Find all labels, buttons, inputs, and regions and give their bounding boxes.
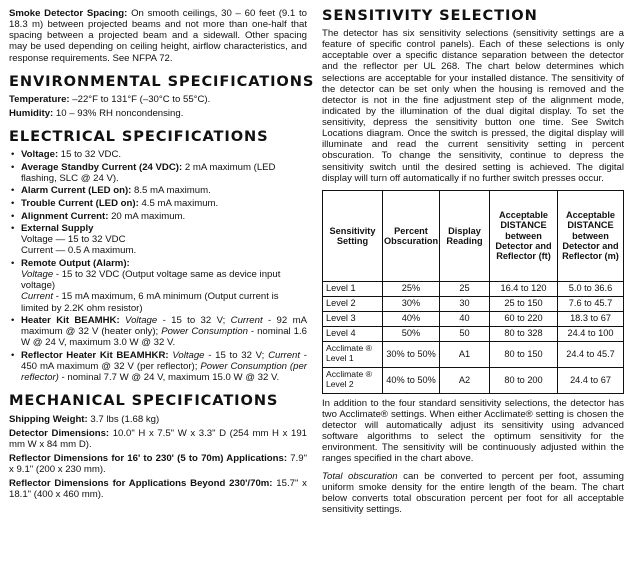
dimensions-label: Detector Dimensions:: [9, 427, 110, 439]
reflector-heater-item: [9, 350, 307, 383]
alignment-label: Alignment Current:: [21, 210, 109, 222]
table-cell: 30%: [383, 296, 440, 311]
heater-power-value: - nominal 1.6 W @ 24 V, maximum 3.0 W @ 32 V.: [21, 326, 308, 349]
table-header-row: [323, 190, 624, 281]
dimensions-line: [9, 428, 307, 450]
external-current: Current — 0.5 A maximum.: [21, 245, 137, 257]
remote-voltage-value: - 15 to 32 VDC (Output voltage same as device input voltage): [21, 269, 281, 292]
temperature-value: –22°F to 131°F (–30°C to 55°C).: [69, 93, 211, 105]
table-cell: 80 to 200: [490, 367, 558, 393]
alarm-label: Alarm Current (LED on):: [21, 185, 132, 197]
heater-voltage-label: Voltage: [125, 315, 158, 327]
table-cell: 24.4 to 100: [558, 326, 624, 341]
remote-current-value: - 15 mA maximum, 6 mA minimum (Output current is limited by 2.2K ohm resistor): [21, 291, 279, 314]
header-distance-ft: Acceptable DISTANCE between Detector and Reflector (ft): [490, 190, 558, 281]
table-cell: 60 to 220: [490, 311, 558, 326]
humidity-label: Humidity:: [9, 107, 54, 119]
total-obscuration-text: can be converted to percent per foot, assuming uniform smoke density for the entire length of the beam. The chart below converts total obscuration percent per foot for all acceptable sensitivity settings.: [322, 470, 624, 515]
reflector-230-line: [9, 478, 307, 500]
mechanical-heading: MECHANICAL SPECIFICATIONS: [9, 392, 279, 410]
table-cell: 7.6 to 45.7: [558, 296, 624, 311]
remote-current: [21, 291, 307, 313]
rh-current-value: - 450 mA maximum @ 32 V (per reflector);: [21, 350, 307, 373]
shipping-label: Shipping Weight:: [9, 413, 88, 425]
header-distance-m: Acceptable DISTANCE between Detector and Reflector (m): [558, 190, 624, 281]
electrical-heading: ELECTRICAL SPECIFICATIONS: [9, 127, 269, 145]
table-cell: Level 4: [323, 326, 383, 341]
smoke-spacing-paragraph: [9, 8, 307, 64]
acclimate-paragraph: In addition to the four standard sensitivity selections, the detector has two Acclimate® settings. When either Acclimate® setting is chosen the detector will automatically adjust its sensitivity using advanced software algorithms to select the optimum sensitivity for the environment. The sensitivity will be continuously adjusted within the ranges specified in the chart above.: [322, 397, 624, 465]
trouble-value: 4.5 mA maximum.: [138, 197, 219, 209]
table-cell: Level 1: [323, 281, 383, 296]
voltage-value: 15 to 32 VDC.: [58, 148, 122, 160]
heater-current-label: Current: [230, 315, 263, 327]
alarm-value: 8.5 mA maximum.: [131, 185, 211, 197]
reflector-16-label: Reflector Dimensions for 16' to 230' (5 to 70m) Applications:: [9, 452, 288, 464]
external-supply-label: External Supply: [21, 223, 94, 235]
table-cell: 16.4 to 120: [490, 281, 558, 296]
alignment-item: [9, 211, 307, 222]
table-cell: 24.4 to 45.7: [558, 341, 624, 367]
table-row: [323, 341, 624, 367]
table-cell: 30: [440, 296, 490, 311]
electrical-list: [9, 149, 307, 384]
table-cell: 40: [440, 311, 490, 326]
header-display-reading: Display Reading: [440, 190, 490, 281]
rh-power-label: Power Consumption (per reflector): [21, 361, 307, 384]
table-cell: 30% to 50%: [383, 341, 440, 367]
table-cell: 24.4 to 67: [558, 367, 624, 393]
table-cell: 40% to 50%: [383, 367, 440, 393]
temperature-line: [9, 94, 307, 105]
table-cell: 18.3 to 67: [558, 311, 624, 326]
remote-output-item: [9, 258, 307, 314]
standby-item: [9, 162, 307, 184]
remote-voltage: [21, 269, 307, 291]
right-column: [322, 8, 624, 515]
remote-current-label: Current: [21, 291, 53, 303]
smoke-spacing-label: Smoke Detector Spacing:: [9, 8, 128, 19]
temperature-label: Temperature:: [9, 93, 70, 105]
table-cell: Acclimate ® Level 2: [323, 367, 383, 393]
standby-label: Average Standby Current (24 VDC):: [21, 161, 183, 173]
table-row: [323, 311, 624, 326]
rh-voltage-value: - 15 to 32 V;: [204, 350, 269, 362]
heater-kit-label: Heater Kit BEAMHK:: [21, 315, 120, 327]
trouble-item: [9, 198, 307, 209]
table-row: [323, 281, 624, 296]
trouble-label: Trouble Current (LED on):: [21, 197, 139, 209]
voltage-label: Voltage:: [21, 148, 59, 160]
table-row: [323, 326, 624, 341]
table-cell: A2: [440, 367, 490, 393]
external-voltage: Voltage — 15 to 32 VDC: [21, 234, 126, 246]
shipping-line: [9, 414, 307, 425]
reflector-heater-label: Reflector Heater Kit BEAMHKR:: [21, 350, 169, 362]
dimensions-value: 10.0" H x 7.5" W x 3.3" D (254 mm H x 191 mm W x 84 mm D).: [9, 427, 308, 450]
heater-voltage-value: - 15 to 32 V;: [157, 315, 231, 327]
table-cell: 25: [440, 281, 490, 296]
table-row: [323, 296, 624, 311]
table-cell: 80 to 150: [490, 341, 558, 367]
alignment-value: 20 mA maximum.: [108, 210, 186, 222]
header-percent-obscuration: Percent Obscuration: [383, 190, 440, 281]
table-cell: 5.0 to 36.6: [558, 281, 624, 296]
remote-voltage-label: Voltage: [21, 269, 54, 281]
voltage-item: [9, 149, 307, 160]
table-cell: 25%: [383, 281, 440, 296]
reflector-16-value: 7.9" x 9.1" (200 x 230 mm).: [9, 452, 307, 476]
table-cell: 80 to 328: [490, 326, 558, 341]
rh-current-label: Current: [268, 350, 301, 362]
humidity-line: [9, 108, 307, 119]
rh-power-value: - nominal 7.7 W @ 24 V, maximum 15.0 W @ 32 V.: [58, 372, 280, 384]
sensitivity-table: [322, 190, 624, 394]
heater-current-value: - 92 mA maximum @ 32 V (heater only);: [21, 315, 307, 338]
sensitivity-intro: The detector has six sensitivity selections (sensitivity settings are a feature of specific control panels). Each of these selections is only acceptable over a specific distance separation between the detector and the reflector per UL 268. The chart below determines which selections are acceptable for your installed distance. The sensitivity of the detector can be set only when the housing is removed and the detector is not in the fine adjustment step of the alignment mode, indicated by the illumination of the dual digital display. To set the sensitivity, depress the sensitivity button one time. See Switch Locations diagram. Once the switch is pressed, the digital display will illuminate and read the current sensitivity setting in percent obscuration. To change the sensitivity, continue to depress the sensitivity switch until the desired setting is achieved. The digital display will turn off automatically if no further switch presses occur.: [322, 28, 624, 184]
header-sensitivity-setting: Sensitivity Setting: [323, 190, 383, 281]
shipping-value: 3.7 lbs (1.68 kg): [87, 413, 160, 425]
total-obscuration-label: Total obscuration: [322, 470, 398, 482]
humidity-value: 10 – 93% RH noncondensing.: [53, 107, 184, 119]
table-cell: 50: [440, 326, 490, 341]
table-cell: Level 2: [323, 296, 383, 311]
table-cell: 25 to 150: [490, 296, 558, 311]
heater-power-label: Power Consumption: [161, 326, 248, 338]
standby-value: 2 mA maximum (LED flashing, SLC @ 24 V).: [21, 161, 276, 184]
heater-kit-item: [9, 315, 307, 348]
table-cell: Acclimate ® Level 1: [323, 341, 383, 367]
remote-output-label: Remote Output (Alarm):: [21, 258, 130, 270]
table-cell: A1: [440, 341, 490, 367]
table-cell: 50%: [383, 326, 440, 341]
table-cell: 40%: [383, 311, 440, 326]
left-column: [9, 8, 315, 501]
sensitivity-heading: SENSITIVITY SELECTION: [322, 7, 538, 24]
smoke-spacing-text: On smooth ceilings, 30 – 60 feet (9.1 to 18.3 m) between projected beams and not more than one-half that spacing between a projected beam and a sidewall. Other spacing may be used depending on ceiling height, airflow characteristics, and response requirements. See NFPA 72.: [9, 8, 307, 64]
total-obscuration-paragraph: [322, 471, 624, 516]
rh-voltage-label: Voltage: [172, 350, 205, 362]
table-cell: Level 3: [323, 311, 383, 326]
table-row: [323, 367, 624, 393]
alarm-item: [9, 185, 307, 196]
reflector-16-line: [9, 453, 307, 475]
reflector-230-value: 15.7" x 18.1" (400 x 460 mm).: [9, 478, 307, 501]
external-supply-item: [9, 223, 307, 256]
reflector-230-label: Reflector Dimensions for Applications Beyond 230'/70m:: [9, 478, 273, 490]
environmental-heading: ENVIRONMENTAL SPECIFICATIONS: [9, 72, 315, 90]
